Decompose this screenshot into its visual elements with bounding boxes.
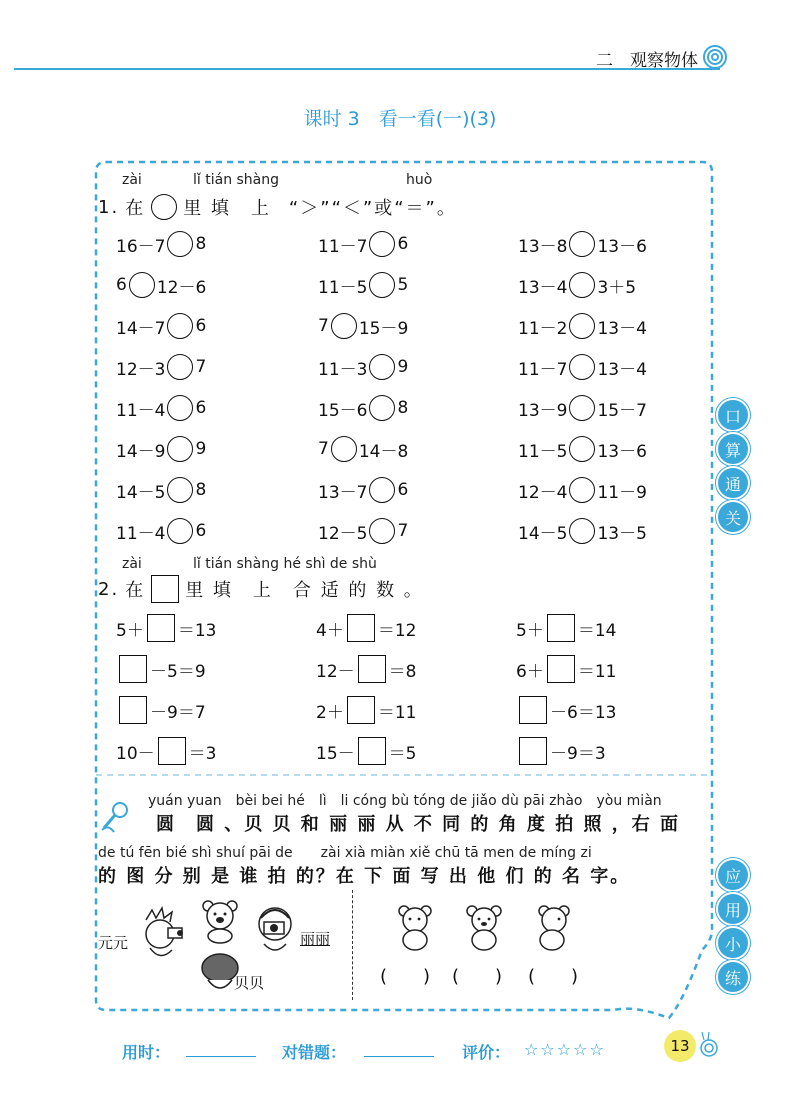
left-expr: 11－4	[116, 400, 166, 421]
right-expr: 7	[195, 357, 207, 377]
right-expr: 12－6	[156, 277, 207, 298]
suffix: ＝12	[377, 620, 417, 641]
left-expr: 11－5	[318, 277, 368, 298]
side-tab-guan: 关	[716, 500, 750, 534]
fill-item	[316, 614, 416, 642]
q2-pinyin-1: zài	[122, 556, 142, 572]
q2-prompt	[98, 575, 424, 603]
bear-view-1	[398, 904, 434, 952]
left-expr: 12－3	[116, 359, 166, 380]
right-expr: 9	[397, 357, 409, 377]
boy-camera-figure	[136, 906, 190, 966]
compare-item	[116, 230, 206, 258]
compare-circle[interactable]	[167, 518, 193, 544]
right-expr: 6	[195, 398, 207, 418]
compare-item	[116, 476, 206, 504]
rating-stars[interactable]: ☆☆☆☆☆	[524, 1040, 606, 1059]
left-expr: 11－7	[318, 236, 368, 257]
compare-circle[interactable]	[167, 436, 193, 462]
compare-circle[interactable]	[331, 436, 357, 462]
compare-item	[116, 517, 206, 545]
time-blank[interactable]	[186, 1042, 256, 1057]
compare-circle[interactable]	[369, 354, 395, 380]
compare-circle[interactable]	[369, 477, 395, 503]
compare-item	[318, 230, 408, 258]
q1-text-c: “＞”“＜”或“＝”。	[288, 198, 457, 219]
compare-item	[518, 353, 647, 381]
right-expr: 13－6	[597, 441, 647, 462]
fill-item	[316, 737, 416, 765]
spiral-icon	[702, 44, 728, 70]
page-number: 13	[664, 1030, 696, 1062]
fill-item	[116, 696, 206, 724]
q3-pinyin-2: de tú fēn bié shì shuí pāi de zài xià miàn xiě chū tā men de míng zi	[98, 845, 592, 861]
q2-text-b: 里 填 上 合 适 的 数 。	[185, 580, 424, 601]
right-expr: 13－4	[597, 318, 647, 339]
left-expr: 12－5	[318, 523, 368, 544]
answer-box[interactable]	[547, 655, 575, 683]
q1-circle-sample	[151, 194, 177, 220]
left-expr: 13－7	[318, 482, 368, 503]
compare-circle[interactable]	[167, 231, 193, 257]
suffix: ＝3	[188, 743, 217, 764]
compare-circle[interactable]	[167, 313, 193, 339]
q3-line-1: 圆 圆 、贝 贝 和 丽 丽 从 不 同 的 角 度 拍 照 ，右 面	[156, 814, 680, 835]
compare-item	[518, 476, 647, 504]
suffix: ＝11	[577, 661, 617, 682]
compare-circle[interactable]	[369, 272, 395, 298]
left-expr: 16－7	[116, 236, 166, 257]
prefix: 2＋	[316, 702, 344, 723]
compare-item	[116, 353, 206, 381]
compare-item	[518, 517, 647, 545]
correct-label: 对错题：	[282, 1043, 347, 1062]
prefix: 6＋	[516, 661, 544, 682]
fill-item	[316, 696, 416, 724]
left-expr: 12－4	[518, 482, 568, 503]
compare-circle[interactable]	[569, 231, 595, 257]
prefix: 4＋	[316, 620, 344, 641]
eval-label: 评价：	[462, 1043, 511, 1062]
fill-item	[516, 737, 606, 765]
answer-box[interactable]	[519, 737, 547, 765]
left-expr: 14－9	[116, 441, 166, 462]
snail-icon	[698, 1030, 720, 1060]
compare-circle[interactable]	[569, 436, 595, 462]
telescope-icon	[98, 800, 134, 836]
answer-box[interactable]	[119, 696, 147, 724]
compare-item	[518, 394, 647, 422]
compare-circle[interactable]	[167, 395, 193, 421]
compare-circle[interactable]	[331, 313, 357, 339]
right-expr: 6	[195, 521, 207, 541]
compare-item	[318, 435, 408, 463]
compare-item	[518, 312, 647, 340]
left-expr: 11－3	[318, 359, 368, 380]
right-expr: 9	[195, 439, 207, 459]
compare-circle[interactable]	[569, 518, 595, 544]
left-expr: 13－9	[518, 400, 568, 421]
side-tab-xiao: 小	[716, 926, 750, 960]
fill-item	[316, 655, 416, 683]
compare-item	[318, 312, 408, 340]
answer-box[interactable]	[158, 737, 186, 765]
section-title: 二 观察物体	[596, 51, 698, 71]
prefix: 5＋	[116, 620, 144, 641]
name-lili: 丽丽	[300, 930, 331, 948]
fill-item	[116, 614, 216, 642]
lesson-title: 课时 3 看一看(一)(3)	[303, 108, 497, 130]
compare-circle[interactable]	[369, 231, 395, 257]
compare-item	[318, 476, 408, 504]
compare-circle[interactable]	[569, 395, 595, 421]
compare-item	[518, 230, 647, 258]
left-expr: 11－7	[518, 359, 568, 380]
answer-box[interactable]	[347, 614, 375, 642]
fill-item	[116, 655, 206, 683]
q1-text-a: 在	[125, 198, 146, 219]
right-expr: 6	[195, 316, 207, 336]
compare-circle[interactable]	[369, 518, 395, 544]
right-expr: 13－5	[597, 523, 647, 544]
left-expr: 13－4	[518, 277, 568, 298]
answer-blank-2[interactable]: ( )	[452, 966, 503, 987]
compare-circle[interactable]	[569, 272, 595, 298]
q2-box-sample	[151, 575, 179, 603]
q1-pinyin-3: huò	[406, 172, 433, 188]
suffix: ＝14	[577, 620, 617, 641]
left-expr: 14－7	[116, 318, 166, 339]
compare-item	[318, 517, 408, 545]
q3-line-2: 的 图 分 别 是 谁 拍 的？在 下 面 写 出 他 们 的 名 字。	[98, 866, 631, 887]
right-expr: 15－7	[597, 400, 647, 421]
side-tab-tong: 通	[716, 466, 750, 500]
left-expr: 11－5	[518, 441, 568, 462]
compare-circle[interactable]	[167, 354, 193, 380]
q1-number: 1.	[98, 196, 120, 218]
answer-box[interactable]	[519, 696, 547, 724]
answer-blank-1[interactable]: ( )	[380, 966, 431, 987]
right-expr: 13－4	[597, 359, 647, 380]
compare-circle[interactable]	[569, 477, 595, 503]
suffix: ＝5	[388, 743, 417, 764]
compare-circle[interactable]	[129, 272, 155, 298]
compare-circle[interactable]	[369, 395, 395, 421]
suffix: ＝13	[177, 620, 217, 641]
picture-divider	[352, 890, 353, 1000]
side-tab-kou: 口	[716, 398, 750, 432]
compare-item	[116, 394, 206, 422]
prefix: 15－	[316, 743, 355, 764]
q1-pinyin-2: lǐ tián shàng	[193, 172, 280, 188]
compare-circle[interactable]	[569, 313, 595, 339]
q1-pinyin-1: zài	[122, 172, 142, 188]
side-tab-ying: 应	[716, 858, 750, 892]
girl-camera-figure	[252, 904, 298, 958]
answer-box[interactable]	[358, 737, 386, 765]
suffix: －6＝13	[550, 702, 617, 723]
q1-prompt	[98, 194, 457, 220]
side-tab-lian: 练	[716, 960, 750, 994]
suffix: ＝11	[377, 702, 417, 723]
suffix: －9＝3	[550, 743, 606, 764]
right-expr: 14－8	[358, 441, 409, 462]
name-yuanyuan: 元元	[98, 934, 129, 952]
compare-item	[518, 435, 647, 463]
right-expr: 15－9	[358, 318, 409, 339]
compare-item	[318, 353, 408, 381]
compare-item	[518, 271, 636, 299]
side-tab-yong: 用	[716, 892, 750, 926]
correct-blank[interactable]	[364, 1042, 434, 1057]
fill-item	[516, 655, 616, 683]
right-expr: 3＋5	[597, 277, 637, 298]
left-expr: 14－5	[518, 523, 568, 544]
right-expr: 8	[397, 398, 409, 418]
q2-number: 2.	[98, 578, 120, 600]
answer-box[interactable]	[147, 614, 175, 642]
left-expr: 11－2	[518, 318, 568, 339]
answer-box[interactable]	[347, 696, 375, 724]
q2-pinyin-2: lǐ tián shàng hé shì de shù	[193, 556, 377, 572]
q1-text-b: 里 填 上	[183, 198, 271, 219]
right-expr: 5	[397, 275, 409, 295]
suffix: ＝8	[388, 661, 417, 682]
time-label: 用时：	[122, 1043, 171, 1062]
left-expr: 15－6	[318, 400, 368, 421]
left-expr: 6	[116, 275, 127, 295]
left-expr: 7	[318, 316, 329, 336]
compare-item	[318, 394, 408, 422]
side-tab-suan: 算	[716, 432, 750, 466]
prefix: 12－	[316, 661, 355, 682]
right-expr: 13－6	[597, 236, 647, 257]
right-expr: 8	[195, 480, 207, 500]
left-expr: 13－8	[518, 236, 568, 257]
compare-circle[interactable]	[569, 354, 595, 380]
answer-box[interactable]	[358, 655, 386, 683]
answer-box[interactable]	[547, 614, 575, 642]
suffix: －9＝7	[150, 702, 206, 723]
answer-blank-3[interactable]: ( )	[528, 966, 579, 987]
right-expr: 6	[397, 234, 409, 254]
suffix: －5＝9	[150, 661, 206, 682]
prefix: 10－	[116, 743, 155, 764]
compare-circle[interactable]	[167, 477, 193, 503]
right-expr: 7	[397, 521, 409, 541]
bear-figure	[200, 898, 240, 944]
q3-pinyin-1: yuán yuan bèi bei hé lì li cóng bù tóng de jiǎo dù pāi zhào yòu miàn	[148, 793, 662, 809]
compare-item	[116, 435, 206, 463]
fill-item	[116, 737, 216, 765]
q2-text-a: 在	[125, 580, 146, 601]
left-expr: 7	[318, 439, 329, 459]
right-expr: 8	[195, 234, 207, 254]
compare-item	[116, 271, 206, 299]
fill-item	[516, 614, 616, 642]
left-expr: 11－4	[116, 523, 166, 544]
right-expr: 11－9	[597, 482, 647, 503]
bear-view-3	[534, 904, 570, 952]
compare-item	[116, 312, 206, 340]
prefix: 5＋	[516, 620, 544, 641]
bear-view-2	[466, 904, 502, 952]
answer-box[interactable]	[119, 655, 147, 683]
compare-item	[318, 271, 408, 299]
right-expr: 6	[397, 480, 409, 500]
name-beibei: 贝贝	[234, 974, 265, 992]
fill-item	[516, 696, 616, 724]
left-expr: 14－5	[116, 482, 166, 503]
